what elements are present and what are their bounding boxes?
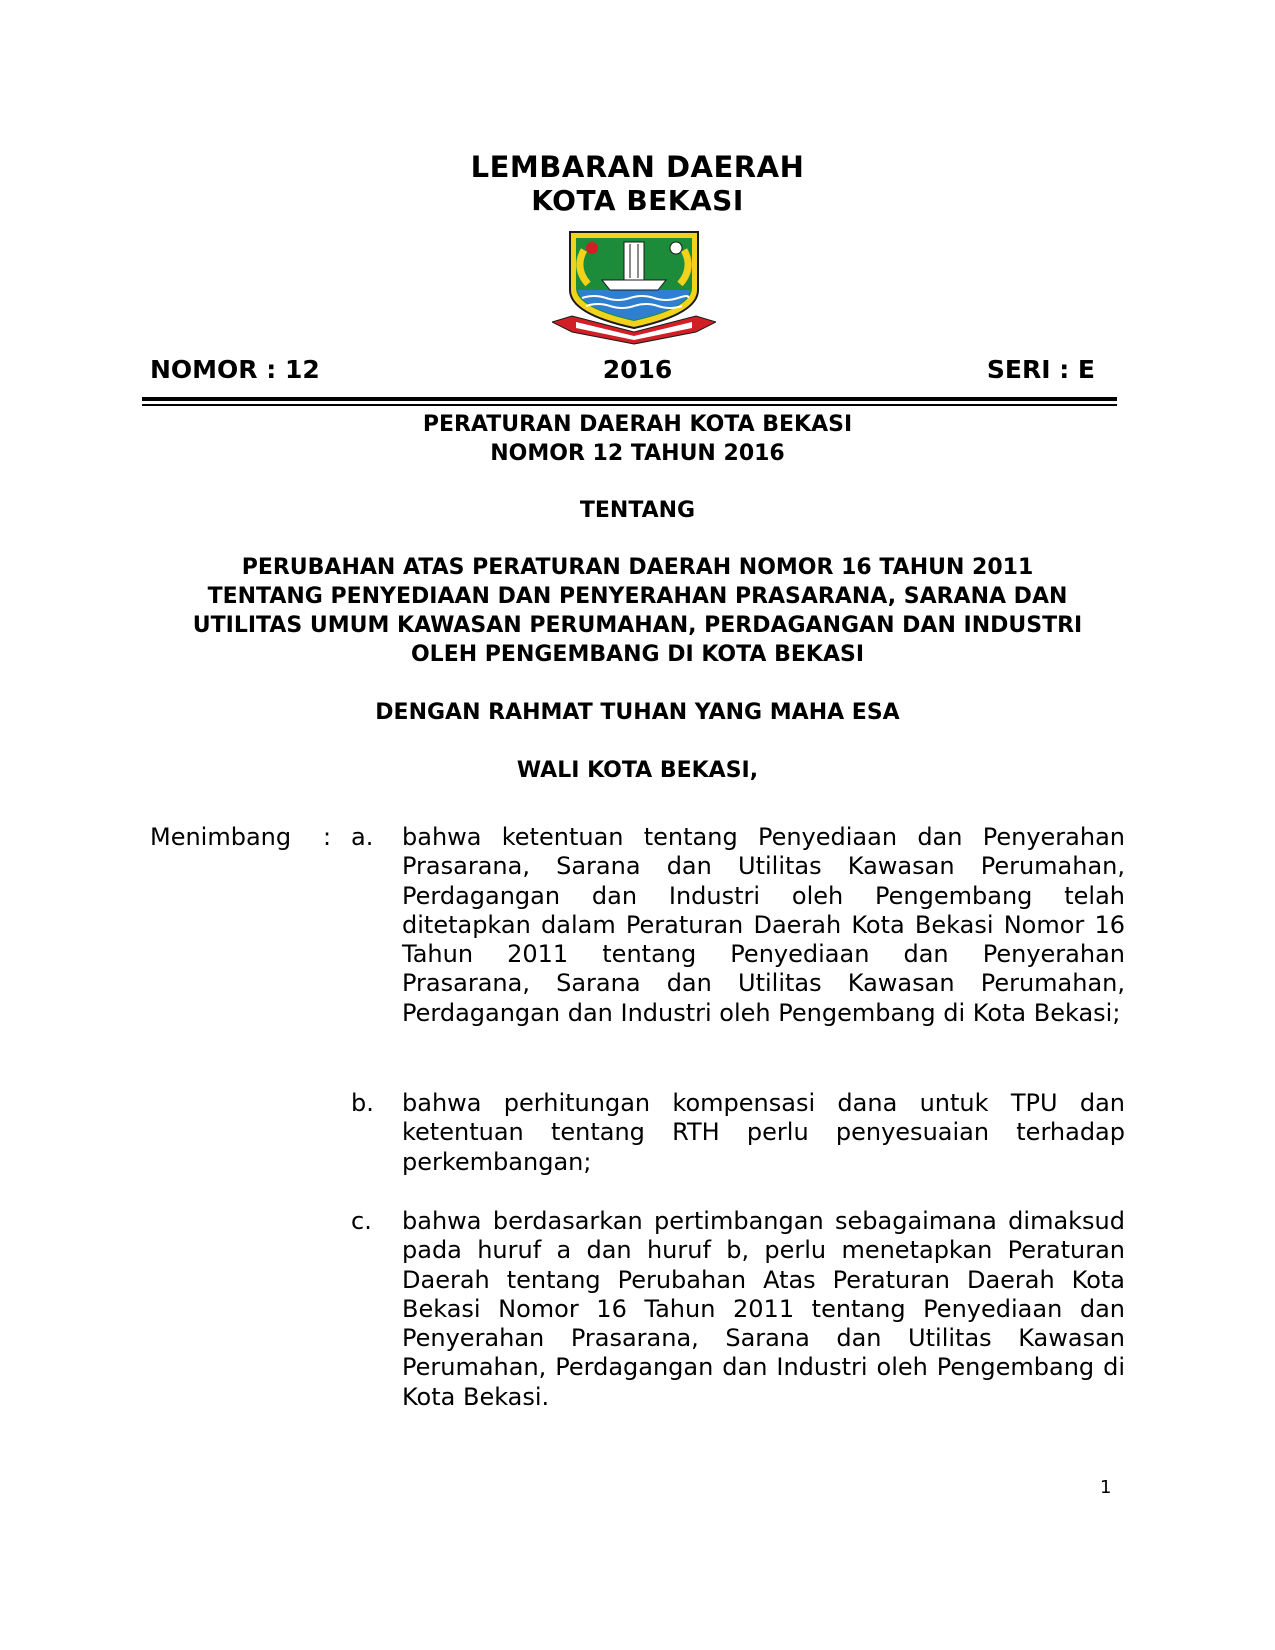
rahmat-heading: DENGAN RAHMAT TUHAN YANG MAHA ESA	[375, 700, 900, 725]
menimbang-label: Menimbang	[150, 823, 292, 851]
item-letter-c: c.	[351, 1207, 372, 1235]
wali-heading: WALI KOTA BEKASI,	[516, 758, 759, 783]
document-header-line2: KOTA BEKASI	[531, 184, 744, 217]
tahun-label: 2016	[602, 355, 673, 384]
kota-bekasi-emblem-icon	[552, 228, 716, 346]
seri-label: SERI : E	[986, 355, 1095, 384]
nomor-label: NOMOR : 12	[150, 355, 320, 384]
menimbang-item-b: bahwa perhitungan kompensasi dana untuk TPU dan ketentuan tentang RTH perlu penyesuaian terhadap perkembangan;	[402, 1089, 1125, 1176]
header-divider-thick	[142, 397, 1117, 401]
subject-line: PERUBAHAN ATAS PERATURAN DAERAH NOMOR 16 TAHUN 2011	[241, 555, 1034, 580]
regulation-title-line2: NOMOR 12 TAHUN 2016	[490, 441, 785, 466]
menimbang-item-a: bahwa ketentuan tentang Penyediaan dan Penyerahan Prasarana, Sarana dan Utilitas Kawasan Perumahan, Perdagangan dan Industri oleh Pengembang telah ditetapkan dalam Peraturan Daerah Kota Bekasi Nomor 16 Tahun 2011 tentang Penyediaan dan Penyerahan Prasarana, Sarana dan Utilitas Kawasan Perumahan, Perdagangan dan Industri oleh Pengembang di Kota Bekasi;	[402, 823, 1125, 1027]
item-letter-b: b.	[351, 1089, 374, 1117]
item-letter-a: a.	[351, 823, 374, 851]
subject-line: OLEH PENGEMBANG DI KOTA BEKASI	[410, 642, 865, 667]
menimbang-colon: :	[323, 823, 332, 851]
document-header-line1: LEMBARAN DAERAH	[470, 150, 805, 184]
page-number: 1	[1100, 1477, 1112, 1498]
subject-line: TENTANG PENYEDIAAN DAN PENYERAHAN PRASARANA, SARANA DAN	[207, 584, 1068, 609]
regulation-title-line1: PERATURAN DAERAH KOTA BEKASI	[422, 412, 853, 437]
menimbang-item-c: bahwa berdasarkan pertimbangan sebagaimana dimaksud pada huruf a dan huruf b, perlu menetapkan Peraturan Daerah tentang Perubahan Atas Peraturan Daerah Kota Bekasi Nomor 16 Tahun 2011 tentang Penyediaan dan Penyerahan Prasarana, Sarana dan Utilitas Kawasan Perumahan, Perdagangan dan Industri oleh Pengembang di Kota Bekasi.	[402, 1207, 1125, 1411]
subject-line: UTILITAS UMUM KAWASAN PERUMAHAN, PERDAGANGAN DAN INDUSTRI	[192, 613, 1083, 638]
header-divider-thin	[142, 404, 1117, 406]
tentang-heading: TENTANG	[579, 498, 696, 523]
